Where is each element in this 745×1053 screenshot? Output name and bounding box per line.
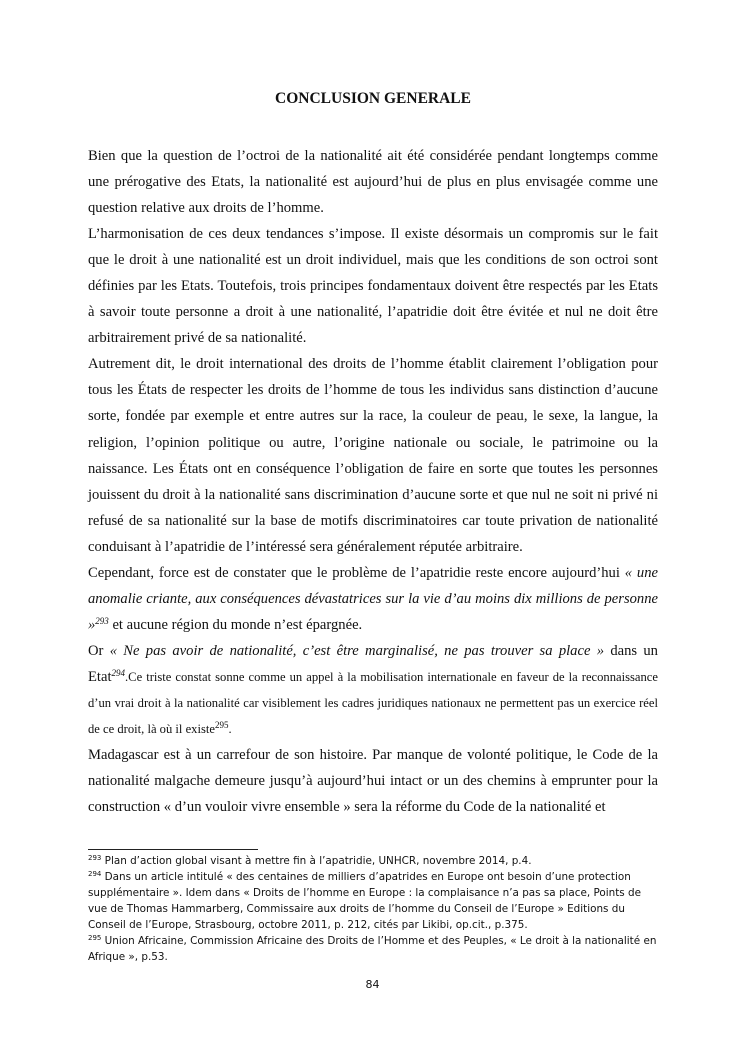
page-title: CONCLUSION GENERALE <box>275 90 471 107</box>
footnote-ref-294: 294 <box>111 667 126 678</box>
footnote-293 <box>88 853 658 869</box>
paragraph-4-tail: et aucune région du monde n’est épargnée. <box>108 616 363 633</box>
paragraph-5-small-text: .Ce triste constat sonne comme un appel à la mobilisation internationale en faveur de la reconnaissance d’un vrai droit à la nationalité car visiblement les cadres juridiques nationaux ne permettent pas un exercice réel de ce droit, là où il existe <box>88 669 658 737</box>
footnote-separator <box>88 849 258 850</box>
footnote-ref-295: 295 <box>214 720 229 731</box>
paragraph-5-lead: Or <box>88 642 110 659</box>
paragraph-4 <box>88 560 658 638</box>
paragraph-2: L’harmonisation de ces deux tendances s’impose. Il existe désormais un compromis sur le fait que le droit à une nationalité est un droit individuel, mais que les conditions de son octroi sont définies par les Etats. Toutefois, trois principes fondamentaux doivent être respectés par les Etats à savoir toute personne a droit à une nationalité, l’apatridie doit être évitée et nul ne doit être arbitrairement privé de sa nationalité. <box>88 226 658 347</box>
paragraph-5-mid: dans un Etat <box>88 642 658 685</box>
paragraph-1: Bien que la question de l’octroi de la nationalité ait été considérée pendant longtemps comme une prérogative des Etats, la nationalité est aujourd’hui de plus en plus envisagée comme une question relative aux droits de l’homme. <box>88 148 658 217</box>
page-number: 84 <box>365 978 380 991</box>
paragraph-5 <box>88 638 658 742</box>
footnote-294 <box>88 869 658 933</box>
body-text <box>88 143 658 820</box>
quote-marginalise: « Ne pas avoir de nationalité, c’est être marginalisé, ne pas trouver sa place » <box>109 642 605 659</box>
paragraph-4-lead: Cependant, force est de constater que le problème de l’apatridie reste encore aujourd’hui <box>88 564 625 581</box>
paragraph-6: Madagascar est à un carrefour de son histoire. Par manque de volonté politique, le Code de la nationalité malgache demeure jusqu’à aujourd’hui intact or un des chemins à emprunter pour la construction « d’un vouloir vivre ensemble » sera la réforme du Code de la nationalité et <box>88 747 658 816</box>
footnote-text: Plan d’action global visant à mettre fin à l’apatridie, UNHCR, novembre 2014, p.4. <box>101 855 532 867</box>
paragraph-3: Autrement dit, le droit international des droits de l’homme établit clairement l’obligation pour tous les États de respecter les droits de l’homme de tous les individus sans distinction d’aucune sorte, fondée par exemple et entre autres sur la race, la couleur de peau, le sexe, la langue, la religion, l’opinion politique ou autre, l’origine nationale ou sociale, le patrimoine ou la naissance. Les États ont en conséquence l’obligation de faire en sorte que toutes les personnes jouissent du droit à la nationalité sans discrimination d’aucune sorte et que nul ne soit ni privé ni refusé de sa nationalité sur la base de motifs discriminatoires car toute privation de nationalité conduisant à l’apatridie de l’intéressé sera généralement réputée arbitraire. <box>88 356 658 555</box>
footnote-ref-293: 293 <box>95 615 109 626</box>
footnote-number: 294 <box>88 870 102 878</box>
quote-unhcr: « une anomalie criante, aux conséquences dévastatrices sur la vie d’au moins dix millions de personne » <box>88 564 658 633</box>
footnote-text: Dans un article intitulé « des centaines de milliers d’apatrides en Europe ont besoin d’une protection supplémentaire ». Idem dans « Droits de l’homme en Europe : la complaisance n’a pas sa place, Points de vue de Thomas Hammarberg, Commissaire aux droits de l’homme du Conseil de l’Europe » Editions du Conseil de l’Europe, Strasbourg, octobre 2011, p. 212, cités par Likibi, op.cit., p.375. <box>88 871 642 931</box>
footnote-number: 293 <box>88 854 102 862</box>
footnote-text: Union Africaine, Commission Africaine des Droits de l’Homme et des Peuples, « Le droit à la nationalité en Afrique », p.53. <box>88 935 657 963</box>
paragraph-5-end: . <box>228 722 232 737</box>
footnote-number: 295 <box>88 934 102 942</box>
footnote-295 <box>88 933 658 965</box>
footnotes <box>88 853 658 965</box>
